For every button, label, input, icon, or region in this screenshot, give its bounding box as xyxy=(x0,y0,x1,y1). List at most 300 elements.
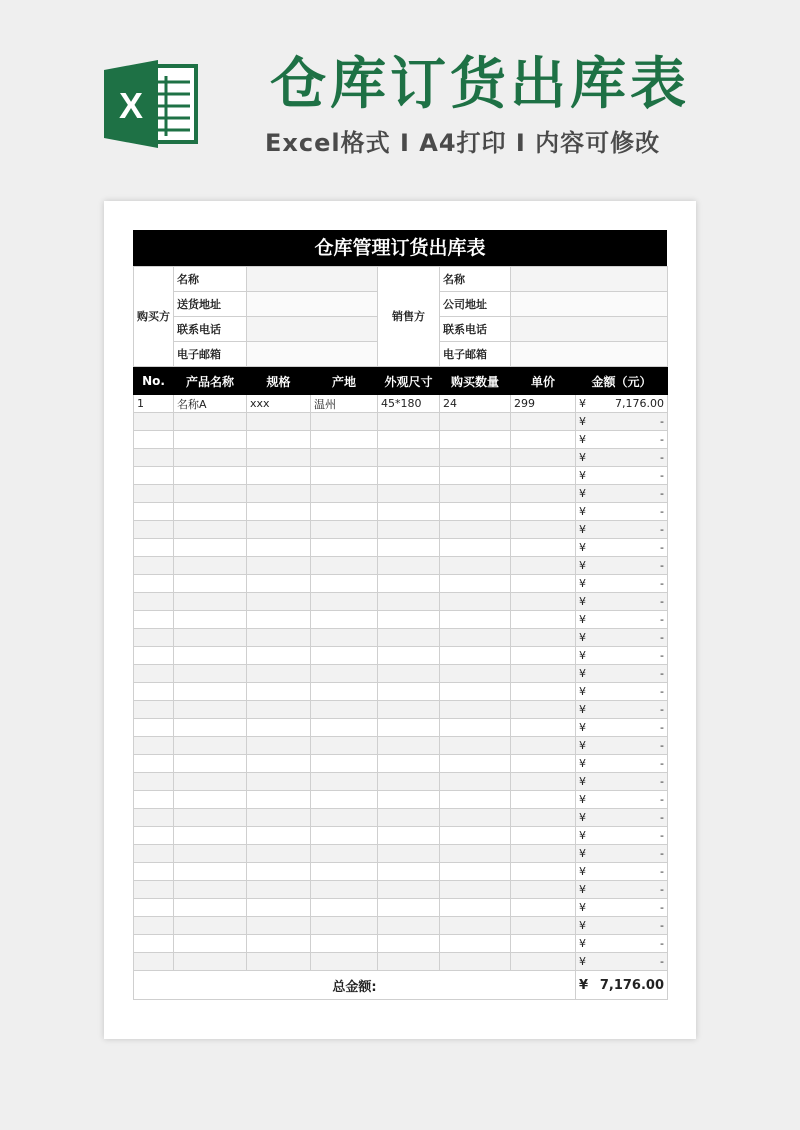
cell-origin[interactable] xyxy=(311,593,378,611)
cell-size[interactable] xyxy=(378,683,440,701)
cell-size[interactable] xyxy=(378,791,440,809)
items-table xyxy=(133,367,668,1000)
currency-symbol: ¥ xyxy=(579,487,586,500)
cell-name[interactable] xyxy=(174,881,247,899)
cell-qty[interactable] xyxy=(440,809,511,827)
cell-qty[interactable] xyxy=(440,953,511,971)
cell-qty[interactable] xyxy=(440,935,511,953)
cell-origin[interactable] xyxy=(311,953,378,971)
currency-symbol: ¥ xyxy=(579,469,586,482)
cell-price[interactable] xyxy=(511,611,576,629)
cell-size[interactable] xyxy=(378,845,440,863)
cell-origin[interactable] xyxy=(311,629,378,647)
cell-qty[interactable] xyxy=(440,575,511,593)
cell-no[interactable] xyxy=(134,557,174,575)
table-row xyxy=(134,503,668,521)
cell-name[interactable] xyxy=(174,773,247,791)
buyer-field-value[interactable] xyxy=(247,292,378,317)
cell-qty[interactable] xyxy=(440,863,511,881)
cell-spec[interactable] xyxy=(247,881,311,899)
cell-name[interactable] xyxy=(174,503,247,521)
cell-spec[interactable] xyxy=(247,665,311,683)
cell-origin[interactable] xyxy=(311,449,378,467)
cell-amount[interactable] xyxy=(576,503,668,521)
cell-price[interactable] xyxy=(511,629,576,647)
currency-symbol: ¥ xyxy=(579,901,586,914)
cell-qty[interactable] xyxy=(440,467,511,485)
cell-price[interactable] xyxy=(511,683,576,701)
total-row xyxy=(134,971,668,1000)
cell-price[interactable] xyxy=(511,593,576,611)
cell-spec[interactable] xyxy=(247,863,311,881)
cell-spec[interactable] xyxy=(247,557,311,575)
cell-no[interactable] xyxy=(134,845,174,863)
cell-name[interactable] xyxy=(174,665,247,683)
cell-no[interactable] xyxy=(134,647,174,665)
cell-name[interactable] xyxy=(174,557,247,575)
cell-spec[interactable] xyxy=(247,773,311,791)
cell-amount[interactable] xyxy=(576,683,668,701)
cell-amount[interactable] xyxy=(576,917,668,935)
cell-amount[interactable] xyxy=(576,395,668,413)
currency-symbol: ¥ xyxy=(579,559,586,572)
cell-origin[interactable] xyxy=(311,773,378,791)
cell-qty[interactable] xyxy=(440,485,511,503)
cell-qty[interactable] xyxy=(440,827,511,845)
cell-name[interactable] xyxy=(174,413,247,431)
cell-no[interactable] xyxy=(134,737,174,755)
cell-amount[interactable] xyxy=(576,791,668,809)
cell-origin[interactable] xyxy=(311,503,378,521)
cell-size[interactable] xyxy=(378,647,440,665)
buyer-field-value[interactable] xyxy=(247,267,378,292)
cell-origin[interactable] xyxy=(311,863,378,881)
cell-no[interactable] xyxy=(134,539,174,557)
cell-name[interactable] xyxy=(174,611,247,629)
cell-size[interactable] xyxy=(378,863,440,881)
cell-no[interactable] xyxy=(134,809,174,827)
cell-qty[interactable] xyxy=(440,413,511,431)
cell-origin[interactable] xyxy=(311,521,378,539)
cell-spec[interactable] xyxy=(247,629,311,647)
buyer-field-value[interactable] xyxy=(247,317,378,342)
cell-price[interactable] xyxy=(511,503,576,521)
cell-price[interactable] xyxy=(511,665,576,683)
cell-spec[interactable]: xxx xyxy=(247,395,311,413)
cell-size[interactable] xyxy=(378,611,440,629)
cell-name[interactable] xyxy=(174,899,247,917)
cell-spec[interactable] xyxy=(247,521,311,539)
cell-origin[interactable] xyxy=(311,737,378,755)
cell-name[interactable] xyxy=(174,719,247,737)
cell-price[interactable] xyxy=(511,809,576,827)
cell-qty[interactable] xyxy=(440,701,511,719)
cell-amount[interactable] xyxy=(576,899,668,917)
cell-price[interactable] xyxy=(511,737,576,755)
cell-origin[interactable]: 温州 xyxy=(311,395,378,413)
cell-amount[interactable] xyxy=(576,719,668,737)
cell-price[interactable] xyxy=(511,647,576,665)
cell-size[interactable] xyxy=(378,881,440,899)
cell-amount[interactable] xyxy=(576,449,668,467)
cell-price[interactable] xyxy=(511,953,576,971)
cell-name[interactable] xyxy=(174,701,247,719)
cell-amount[interactable] xyxy=(576,701,668,719)
amount-value: - xyxy=(660,739,664,752)
cell-price[interactable] xyxy=(511,539,576,557)
cell-spec[interactable] xyxy=(247,935,311,953)
cell-qty[interactable] xyxy=(440,557,511,575)
cell-spec[interactable] xyxy=(247,755,311,773)
cell-amount[interactable] xyxy=(576,773,668,791)
seller-field-value[interactable] xyxy=(511,292,668,317)
cell-amount[interactable] xyxy=(576,935,668,953)
cell-no[interactable] xyxy=(134,755,174,773)
cell-size[interactable] xyxy=(378,773,440,791)
seller-field-value[interactable] xyxy=(511,342,668,367)
cell-no[interactable] xyxy=(134,773,174,791)
cell-spec[interactable] xyxy=(247,431,311,449)
cell-qty[interactable] xyxy=(440,503,511,521)
cell-amount[interactable] xyxy=(576,611,668,629)
cell-qty[interactable] xyxy=(440,755,511,773)
cell-spec[interactable] xyxy=(247,845,311,863)
cell-name[interactable] xyxy=(174,863,247,881)
total-amount: 7,176.00 xyxy=(599,977,664,993)
buyer-field-label: 电子邮箱 xyxy=(174,342,247,367)
currency-symbol: ¥ xyxy=(579,433,586,446)
cell-qty[interactable] xyxy=(440,647,511,665)
cell-size[interactable] xyxy=(378,719,440,737)
table-row xyxy=(134,521,668,539)
cell-qty[interactable] xyxy=(440,593,511,611)
cell-name[interactable] xyxy=(174,647,247,665)
cell-price[interactable] xyxy=(511,755,576,773)
cell-origin[interactable] xyxy=(311,899,378,917)
cell-spec[interactable] xyxy=(247,899,311,917)
cell-size[interactable] xyxy=(378,827,440,845)
cell-price[interactable] xyxy=(511,863,576,881)
sheet-title: 仓库管理订货出库表 xyxy=(133,230,667,266)
cell-size[interactable] xyxy=(378,899,440,917)
cell-origin[interactable] xyxy=(311,827,378,845)
cell-no[interactable] xyxy=(134,899,174,917)
cell-name[interactable] xyxy=(174,449,247,467)
cell-amount[interactable] xyxy=(576,539,668,557)
cell-size[interactable] xyxy=(378,935,440,953)
cell-size[interactable]: 45*180 xyxy=(378,395,440,413)
cell-price[interactable] xyxy=(511,773,576,791)
cell-qty[interactable] xyxy=(440,611,511,629)
cell-size[interactable] xyxy=(378,503,440,521)
cell-spec[interactable] xyxy=(247,953,311,971)
cell-spec[interactable] xyxy=(247,449,311,467)
cell-no[interactable] xyxy=(134,413,174,431)
cell-origin[interactable] xyxy=(311,719,378,737)
table-row xyxy=(134,755,668,773)
cell-price[interactable] xyxy=(511,899,576,917)
cell-origin[interactable] xyxy=(311,683,378,701)
cell-price[interactable] xyxy=(511,449,576,467)
cell-spec[interactable] xyxy=(247,737,311,755)
cell-no[interactable] xyxy=(134,629,174,647)
cell-origin[interactable] xyxy=(311,935,378,953)
cell-spec[interactable] xyxy=(247,611,311,629)
cell-no[interactable] xyxy=(134,701,174,719)
cell-qty[interactable] xyxy=(440,665,511,683)
cell-name[interactable]: 名称A xyxy=(174,395,247,413)
cell-size[interactable] xyxy=(378,809,440,827)
cell-price[interactable] xyxy=(511,881,576,899)
amount-value: - xyxy=(660,559,664,572)
cell-no[interactable] xyxy=(134,863,174,881)
cell-origin[interactable] xyxy=(311,881,378,899)
cell-name[interactable] xyxy=(174,917,247,935)
cell-qty[interactable] xyxy=(440,629,511,647)
cell-no[interactable] xyxy=(134,719,174,737)
cell-amount[interactable] xyxy=(576,629,668,647)
cell-no[interactable] xyxy=(134,665,174,683)
currency-symbol: ¥ xyxy=(579,613,586,626)
cell-name[interactable] xyxy=(174,629,247,647)
cell-no[interactable] xyxy=(134,791,174,809)
cell-no[interactable] xyxy=(134,431,174,449)
cell-name[interactable] xyxy=(174,485,247,503)
cell-no[interactable] xyxy=(134,485,174,503)
cell-amount[interactable] xyxy=(576,737,668,755)
cell-size[interactable] xyxy=(378,557,440,575)
total-label: 总金额: xyxy=(134,971,576,1000)
cell-spec[interactable] xyxy=(247,575,311,593)
cell-price[interactable] xyxy=(511,521,576,539)
cell-name[interactable] xyxy=(174,755,247,773)
cell-name[interactable] xyxy=(174,953,247,971)
cell-amount[interactable] xyxy=(576,881,668,899)
amount-value: - xyxy=(660,667,664,680)
cell-name[interactable] xyxy=(174,827,247,845)
cell-price[interactable] xyxy=(511,791,576,809)
cell-amount[interactable] xyxy=(576,863,668,881)
seller-field-label: 公司地址 xyxy=(440,292,511,317)
cell-qty[interactable] xyxy=(440,737,511,755)
cell-name[interactable] xyxy=(174,737,247,755)
cell-qty[interactable] xyxy=(440,791,511,809)
info-row xyxy=(134,267,668,292)
cell-spec[interactable] xyxy=(247,917,311,935)
cell-size[interactable] xyxy=(378,575,440,593)
cell-no[interactable] xyxy=(134,503,174,521)
cell-size[interactable] xyxy=(378,629,440,647)
cell-price[interactable] xyxy=(511,557,576,575)
total-amount-cell[interactable] xyxy=(576,971,668,1000)
currency-symbol: ¥ xyxy=(579,775,586,788)
cell-name[interactable] xyxy=(174,539,247,557)
cell-origin[interactable] xyxy=(311,809,378,827)
cell-price[interactable] xyxy=(511,719,576,737)
cell-amount[interactable] xyxy=(576,809,668,827)
cell-spec[interactable] xyxy=(247,719,311,737)
cell-amount[interactable] xyxy=(576,413,668,431)
cell-amount[interactable] xyxy=(576,467,668,485)
cell-name[interactable] xyxy=(174,809,247,827)
cell-no[interactable] xyxy=(134,881,174,899)
currency-symbol: ¥ xyxy=(579,649,586,662)
amount-value: - xyxy=(660,721,664,734)
cell-no[interactable] xyxy=(134,611,174,629)
cell-size[interactable] xyxy=(378,917,440,935)
cell-price[interactable]: 299 xyxy=(511,395,576,413)
cell-no[interactable] xyxy=(134,593,174,611)
amount-value: - xyxy=(660,901,664,914)
cell-size[interactable] xyxy=(378,701,440,719)
table-row xyxy=(134,575,668,593)
cell-size[interactable] xyxy=(378,521,440,539)
cell-origin[interactable] xyxy=(311,791,378,809)
cell-name[interactable] xyxy=(174,935,247,953)
cell-qty[interactable] xyxy=(440,845,511,863)
table-row xyxy=(134,845,668,863)
cell-no[interactable] xyxy=(134,521,174,539)
cell-name[interactable] xyxy=(174,521,247,539)
cell-origin[interactable] xyxy=(311,665,378,683)
amount-value: - xyxy=(660,469,664,482)
cell-spec[interactable] xyxy=(247,827,311,845)
cell-origin[interactable] xyxy=(311,845,378,863)
cell-size[interactable] xyxy=(378,953,440,971)
table-row xyxy=(134,665,668,683)
cell-qty[interactable] xyxy=(440,881,511,899)
cell-price[interactable] xyxy=(511,845,576,863)
cell-size[interactable] xyxy=(378,593,440,611)
buyer-field-value[interactable] xyxy=(247,342,378,367)
cell-origin[interactable] xyxy=(311,467,378,485)
cell-spec[interactable] xyxy=(247,539,311,557)
cell-origin[interactable] xyxy=(311,539,378,557)
cell-spec[interactable] xyxy=(247,503,311,521)
cell-spec[interactable] xyxy=(247,701,311,719)
cell-qty[interactable] xyxy=(440,521,511,539)
currency-symbol: ¥ xyxy=(579,919,586,932)
cell-spec[interactable] xyxy=(247,413,311,431)
cell-size[interactable] xyxy=(378,485,440,503)
seller-field-value[interactable] xyxy=(511,267,668,292)
cell-name[interactable] xyxy=(174,431,247,449)
cell-size[interactable] xyxy=(378,449,440,467)
cell-amount[interactable] xyxy=(576,845,668,863)
cell-spec[interactable] xyxy=(247,485,311,503)
cell-spec[interactable] xyxy=(247,683,311,701)
cell-amount[interactable] xyxy=(576,521,668,539)
cell-qty[interactable]: 24 xyxy=(440,395,511,413)
cell-price[interactable] xyxy=(511,485,576,503)
cell-origin[interactable] xyxy=(311,917,378,935)
cell-amount[interactable] xyxy=(576,827,668,845)
cell-amount[interactable] xyxy=(576,557,668,575)
cell-amount[interactable] xyxy=(576,755,668,773)
cell-amount[interactable] xyxy=(576,647,668,665)
cell-spec[interactable] xyxy=(247,809,311,827)
cell-spec[interactable] xyxy=(247,593,311,611)
cell-name[interactable] xyxy=(174,845,247,863)
cell-price[interactable] xyxy=(511,575,576,593)
cell-qty[interactable] xyxy=(440,917,511,935)
banner-subtitle: Excel格式 I A4打印 I 内容可修改 xyxy=(265,129,661,157)
cell-size[interactable] xyxy=(378,539,440,557)
cell-amount[interactable] xyxy=(576,575,668,593)
cell-name[interactable] xyxy=(174,467,247,485)
cell-amount[interactable] xyxy=(576,431,668,449)
cell-spec[interactable] xyxy=(247,647,311,665)
seller-field-value[interactable] xyxy=(511,317,668,342)
cell-qty[interactable] xyxy=(440,683,511,701)
cell-no[interactable] xyxy=(134,935,174,953)
cell-amount[interactable] xyxy=(576,953,668,971)
cell-qty[interactable] xyxy=(440,899,511,917)
cell-qty[interactable] xyxy=(440,449,511,467)
cell-price[interactable] xyxy=(511,431,576,449)
cell-no[interactable] xyxy=(134,953,174,971)
cell-name[interactable] xyxy=(174,683,247,701)
currency-symbol: ¥ xyxy=(579,541,586,554)
cell-no[interactable] xyxy=(134,827,174,845)
cell-name[interactable] xyxy=(174,791,247,809)
cell-origin[interactable] xyxy=(311,755,378,773)
cell-no[interactable]: 1 xyxy=(134,395,174,413)
currency-symbol: ¥ xyxy=(579,829,586,842)
cell-no[interactable] xyxy=(134,575,174,593)
cell-price[interactable] xyxy=(511,917,576,935)
cell-origin[interactable] xyxy=(311,701,378,719)
cell-amount[interactable] xyxy=(576,485,668,503)
cell-size[interactable] xyxy=(378,467,440,485)
cell-origin[interactable] xyxy=(311,575,378,593)
cell-origin[interactable] xyxy=(311,647,378,665)
cell-name[interactable] xyxy=(174,593,247,611)
cell-name[interactable] xyxy=(174,575,247,593)
cell-origin[interactable] xyxy=(311,557,378,575)
cell-origin[interactable] xyxy=(311,431,378,449)
cell-origin[interactable] xyxy=(311,485,378,503)
amount-value: - xyxy=(660,523,664,536)
cell-no[interactable] xyxy=(134,917,174,935)
cell-spec[interactable] xyxy=(247,467,311,485)
cell-price[interactable] xyxy=(511,827,576,845)
cell-size[interactable] xyxy=(378,413,440,431)
cell-amount[interactable] xyxy=(576,593,668,611)
currency-symbol: ¥ xyxy=(579,739,586,752)
cell-price[interactable] xyxy=(511,413,576,431)
cell-size[interactable] xyxy=(378,755,440,773)
currency-symbol: ¥ xyxy=(579,865,586,878)
cell-size[interactable] xyxy=(378,665,440,683)
cell-price[interactable] xyxy=(511,935,576,953)
cell-amount[interactable] xyxy=(576,665,668,683)
cell-origin[interactable] xyxy=(311,611,378,629)
cell-no[interactable] xyxy=(134,683,174,701)
cell-price[interactable] xyxy=(511,467,576,485)
cell-no[interactable] xyxy=(134,449,174,467)
cell-qty[interactable] xyxy=(440,773,511,791)
cell-no[interactable] xyxy=(134,467,174,485)
cell-qty[interactable] xyxy=(440,539,511,557)
cell-qty[interactable] xyxy=(440,431,511,449)
cell-size[interactable] xyxy=(378,431,440,449)
cell-price[interactable] xyxy=(511,701,576,719)
cell-origin[interactable] xyxy=(311,413,378,431)
cell-size[interactable] xyxy=(378,737,440,755)
cell-spec[interactable] xyxy=(247,791,311,809)
cell-qty[interactable] xyxy=(440,719,511,737)
